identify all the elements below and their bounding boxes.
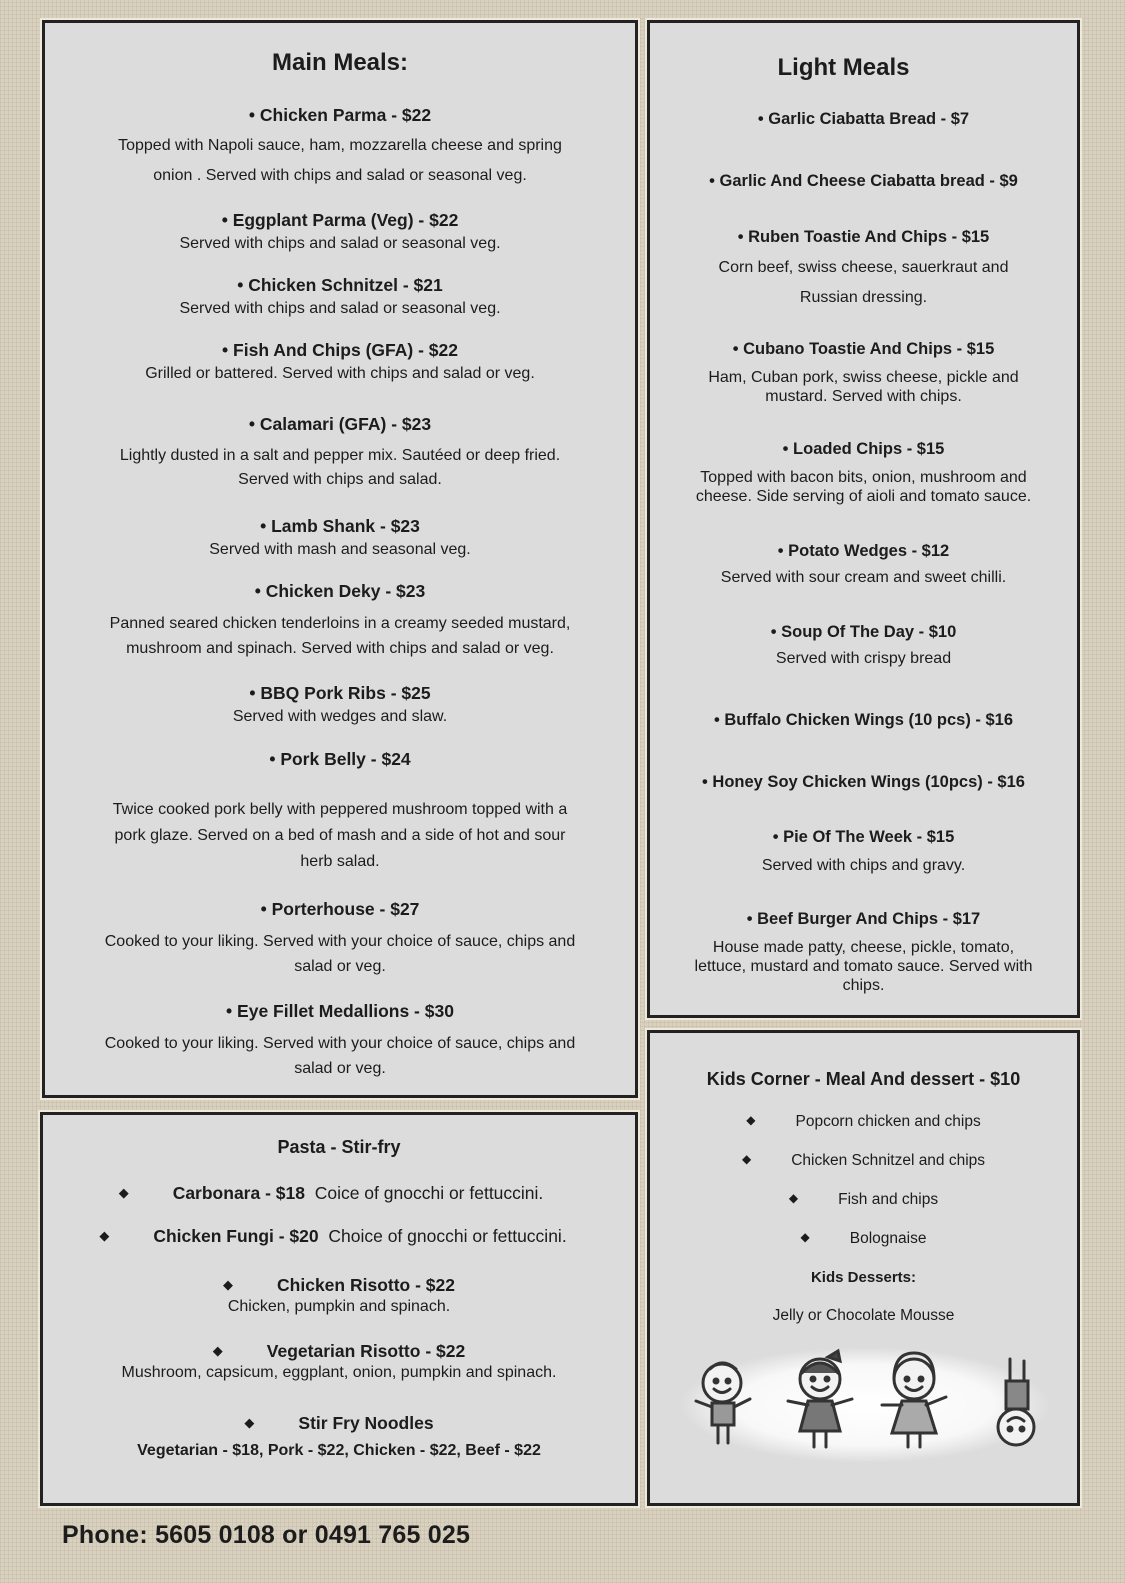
menu-item	[650, 169, 1077, 193]
menu-item	[650, 437, 1077, 506]
diamond-icon: ◆	[746, 1113, 756, 1127]
kids-item	[650, 1152, 1077, 1170]
menu-item	[45, 681, 635, 726]
item-desc: Served with chips and salad or seasonal veg.	[179, 300, 501, 317]
menu-item	[45, 273, 635, 318]
item-name: • Honey Soy Chicken Wings (10pcs) - $16	[650, 770, 1077, 794]
item-name: • Beef Burger And Chips - $17	[650, 907, 1077, 931]
item-desc: Served with chips and salad or seasonal veg.	[179, 235, 501, 252]
menu-item	[45, 999, 635, 1081]
diamond-icon: ◆	[741, 1152, 752, 1166]
item-name: • Pork Belly - $24	[45, 747, 635, 771]
item-desc: Twice cooked pork belly with peppered mushroom topped with a	[112, 801, 568, 818]
menu-item	[650, 337, 1077, 406]
pasta-sub: Mushroom, capsicum, eggplant, onion, pumpkin and spinach.	[121, 1364, 557, 1381]
item-desc: Panned seared chicken tenderloins in a creamy seeded mustard,	[109, 615, 571, 632]
item-desc: Served with wedges and slaw.	[232, 708, 448, 725]
pasta-sub: Vegetarian - $18, Pork - $22, Chicken - $22, Beef - $22	[137, 1442, 541, 1459]
diamond-icon: ◆	[118, 1185, 129, 1200]
menu-item	[650, 770, 1077, 794]
kids-item-label: Bolognaise	[849, 1230, 927, 1247]
item-name: • Loaded Chips - $15	[650, 437, 1077, 461]
main-meals-title: Main Meals:	[271, 49, 409, 76]
item-desc: Lightly dusted in a salt and pepper mix. Sautéed or deep fried.	[119, 447, 561, 464]
item-desc: Served with mash and seasonal veg.	[209, 541, 471, 558]
pasta-name: Carbonara	[172, 1183, 261, 1203]
pasta-price: - $22	[410, 1275, 455, 1295]
item-name: • Cubano Toastie And Chips - $15	[650, 337, 1077, 361]
pasta-item	[43, 1275, 635, 1318]
item-desc: lettuce, mustard and tomato sauce. Served with	[694, 958, 1033, 975]
item-name: • Lamb Shank - $23	[45, 514, 635, 538]
item-desc: mushroom and spinach. Served with chips and salad or veg.	[126, 640, 554, 657]
item-desc: chips.	[842, 977, 885, 994]
item-desc: Ham, Cuban pork, swiss cheese, pickle and	[708, 369, 1019, 386]
light-meals-panel	[647, 20, 1080, 1018]
menu-item	[650, 225, 1077, 313]
item-name: • Eye Fillet Medallions - $30	[45, 999, 635, 1023]
kids-item	[650, 1191, 1077, 1209]
item-desc: Served with crispy bread	[775, 650, 952, 667]
pasta-item	[43, 1341, 635, 1384]
item-name: • BBQ Pork Ribs - $25	[45, 681, 635, 705]
pasta-title: Pasta - Stir-fry	[277, 1137, 401, 1157]
diamond-icon: ◆	[788, 1191, 799, 1205]
pasta-name: Chicken Fungi	[153, 1226, 274, 1246]
item-desc: cheese. Side serving of aioli and tomato sauce.	[695, 488, 1032, 505]
menu-item	[650, 708, 1077, 732]
item-name: • Chicken Deky - $23	[45, 579, 635, 603]
kids-item	[650, 1230, 1077, 1248]
kids-desserts: Jelly or Chocolate Mousse	[772, 1307, 955, 1324]
kids-panel	[647, 1030, 1080, 1506]
item-name: • Potato Wedges - $12	[650, 539, 1077, 563]
item-name: • Fish And Chips (GFA) - $22	[45, 338, 635, 362]
light-meals-title: Light Meals	[777, 54, 910, 81]
menu-item	[45, 514, 635, 559]
item-desc: Cooked to your liking. Served with your choice of sauce, chips and	[104, 1035, 576, 1052]
item-desc: salad or veg.	[294, 958, 386, 975]
main-meals-panel	[42, 20, 638, 1098]
diamond-icon: ◆	[212, 1343, 223, 1358]
item-name: • Porterhouse - $27	[45, 897, 635, 921]
item-desc: onion . Served with chips and salad or seasonal veg.	[153, 167, 527, 184]
item-name: • Garlic And Cheese Ciabatta bread - $9	[650, 169, 1077, 193]
menu-item	[45, 579, 635, 661]
menu-item	[45, 412, 635, 492]
menu-item	[650, 620, 1077, 672]
item-desc: Served with sour cream and sweet chilli.	[720, 569, 1007, 586]
pasta-price: - $20	[273, 1226, 319, 1246]
menu-item	[45, 103, 635, 189]
item-desc: Corn beef, swiss cheese, sauerkraut and	[718, 259, 1009, 276]
item-name: • Pie Of The Week - $15	[650, 825, 1077, 849]
phone-number: Phone: 5605 0108 or 0491 765 025	[62, 1521, 471, 1549]
pasta-name: Chicken Risotto	[277, 1275, 411, 1295]
item-desc: herb salad.	[300, 853, 380, 870]
item-desc: Cooked to your liking. Served with your choice of sauce, chips and	[104, 933, 576, 950]
menu-item	[650, 539, 1077, 591]
pasta-note: Coice of gnocchi or fettuccini.	[314, 1183, 544, 1203]
item-desc: Topped with Napoli sauce, ham, mozzarella cheese and spring	[118, 137, 562, 154]
item-desc: House made patty, cheese, pickle, tomato,	[712, 939, 1015, 956]
item-name: • Soup Of The Day - $10	[650, 620, 1077, 644]
menu-item	[650, 107, 1077, 131]
item-name: • Buffalo Chicken Wings (10 pcs) - $16	[650, 708, 1077, 732]
item-name: • Chicken Schnitzel - $21	[45, 273, 635, 297]
item-desc: Served with chips and salad.	[238, 471, 442, 488]
pasta-price: - $22	[420, 1341, 466, 1361]
kids-item-label: Fish and chips	[838, 1191, 939, 1208]
item-desc: Russian dressing.	[799, 289, 928, 306]
kids-desserts-title: Kids Desserts:	[810, 1269, 917, 1286]
kids-title: Kids Corner - Meal And dessert - $10	[706, 1069, 1021, 1089]
kids-illustration	[680, 1343, 1050, 1463]
kids-item-label: Popcorn chicken and chips	[795, 1113, 981, 1130]
item-name: • Calamari (GFA) - $23	[45, 412, 635, 436]
kids-item	[650, 1113, 1077, 1131]
item-desc: Served with chips and gravy.	[761, 857, 966, 874]
pasta-panel	[40, 1112, 638, 1506]
menu-item	[45, 897, 635, 979]
pasta-note: Choice of gnocchi or fettuccini.	[328, 1226, 567, 1246]
item-desc: mustard. Served with chips.	[765, 388, 962, 405]
diamond-icon: ◆	[223, 1277, 234, 1292]
pasta-sub: Chicken, pumpkin and spinach.	[227, 1298, 451, 1315]
menu-item	[650, 825, 1077, 879]
item-name: • Chicken Parma - $22	[45, 103, 635, 127]
item-name: • Garlic Ciabatta Bread - $7	[650, 107, 1077, 131]
menu-item	[45, 208, 635, 253]
menu-item	[650, 907, 1077, 995]
pasta-price: - $18	[260, 1183, 305, 1203]
pasta-item	[37, 1226, 629, 1247]
diamond-icon: ◆	[244, 1415, 255, 1430]
item-name: • Eggplant Parma (Veg) - $22	[45, 208, 635, 232]
item-desc: Grilled or battered. Served with chips and salad or veg.	[145, 365, 535, 382]
item-desc: salad or veg.	[294, 1060, 386, 1077]
kids-item-label: Chicken Schnitzel and chips	[791, 1152, 986, 1169]
item-name: • Ruben Toastie And Chips - $15	[650, 225, 1077, 249]
diamond-icon: ◆	[99, 1228, 110, 1243]
pasta-item	[35, 1183, 627, 1204]
menu-item-desc	[45, 797, 635, 875]
pasta-name: Stir Fry Noodles	[298, 1413, 434, 1433]
item-desc: Topped with bacon bits, onion, mushroom and	[700, 469, 1027, 486]
pasta-item	[43, 1413, 635, 1462]
menu-item	[45, 747, 635, 771]
item-desc: pork glaze. Served on a bed of mash and a side of hot and sour	[114, 827, 566, 844]
pasta-name: Vegetarian Risotto	[266, 1341, 421, 1361]
menu-item	[45, 338, 635, 383]
diamond-icon: ◆	[800, 1230, 810, 1244]
